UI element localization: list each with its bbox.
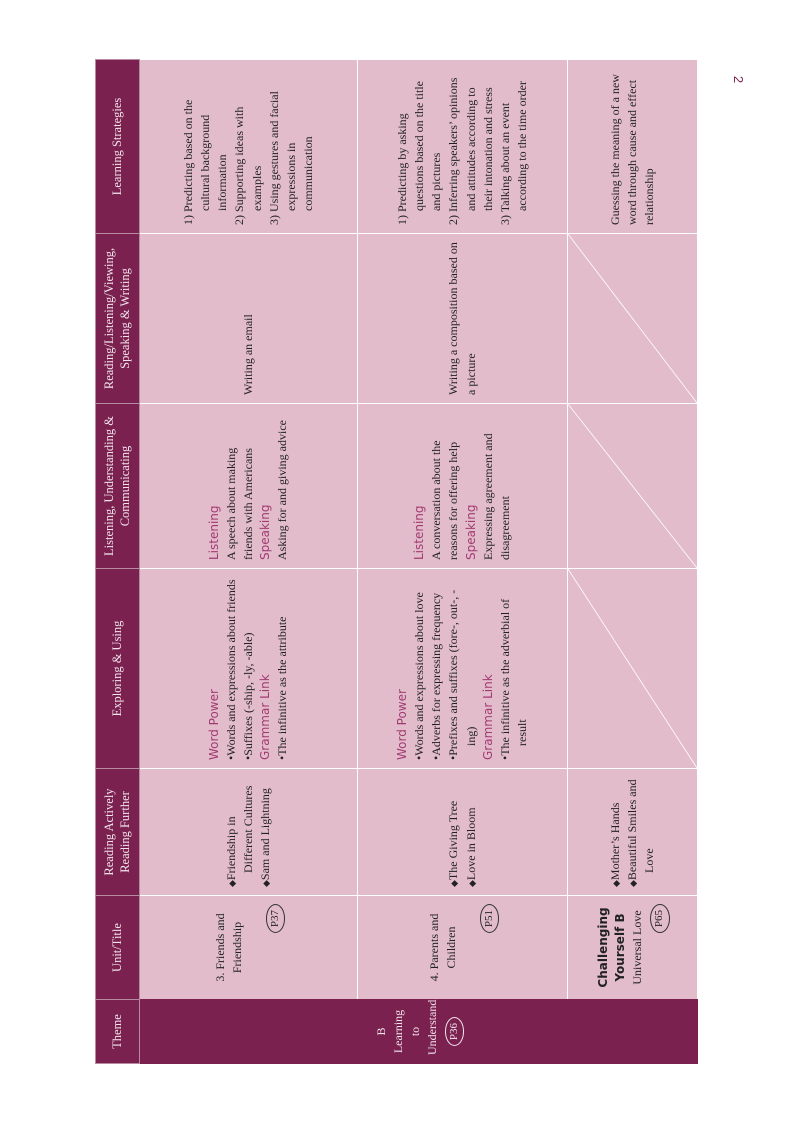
header-unit: Unit/Title — [96, 896, 140, 1000]
unit-cell: Challenging Yourself B Universal Love P65 — [568, 896, 698, 1000]
empty-cell-exploring — [568, 569, 698, 769]
list-item: 2) Inferring speakers’ opinions and attitudes according to their intonation and stress — [446, 77, 495, 225]
exploring-cell — [358, 569, 568, 769]
list-item: 2) Supporting ideas with examples — [232, 106, 264, 225]
diagonal-line — [568, 234, 697, 403]
header-exploring: Exploring & Using — [96, 569, 140, 769]
reading-cell — [358, 769, 568, 896]
grammar-link-label: Grammar Link — [258, 674, 273, 760]
unit-page-badge: P37 — [266, 904, 286, 933]
list-item: • Prefixes and suffixes (fore-, out-, -ing) — [445, 577, 479, 760]
listening-cell: Listening A speech about making friends with Americans Speaking Asking for and giving advice — [140, 404, 358, 569]
diagonal-line — [568, 404, 697, 568]
strategies-cell — [568, 60, 698, 234]
table-row — [358, 60, 568, 1064]
header-row — [96, 60, 140, 1064]
exploring-cell — [140, 569, 358, 769]
listening-label: Listening — [412, 505, 427, 560]
list-item: • Suffixes (-ship, -ly, -able) — [240, 577, 257, 760]
table-row — [140, 60, 358, 1064]
header-theme: Theme — [96, 1000, 140, 1064]
listening-cell: Listening A conversation about the reasons for offering help Speaking Expressing agreement and disagreement — [358, 404, 568, 569]
speaking-label: Speaking — [463, 504, 478, 560]
theme-page-badge: P36 — [445, 1017, 465, 1046]
list-item: ◆ Friendship in Different Cultures — [223, 777, 257, 887]
list-item: • The infinitive as the attribute — [274, 577, 291, 760]
list-item: ◆ Love in Bloom — [463, 777, 480, 887]
list-item: 1) Predicting based on the cultural background information — [181, 99, 230, 225]
reading-cell — [140, 769, 358, 896]
speaking-label: Speaking — [258, 504, 273, 560]
unit-cell: 3. Friends and Friendship P37 — [140, 896, 358, 1000]
list-item: 3) Using gestures and facial expressions in communication — [266, 91, 315, 225]
header-rlvsw: Reading/Listening/Viewing, Speaking & Writing — [96, 234, 140, 404]
list-item: ◆ Mother’s Hands — [607, 777, 624, 887]
listening-label: Listening — [206, 505, 221, 560]
page-number: 2 — [731, 75, 747, 84]
list-item: • Adverbs for expressing frequency — [428, 577, 445, 760]
empty-cell-rlvsw — [568, 234, 698, 404]
list-item: Guessing the meaning of a new word through cause and effect relationship — [607, 74, 657, 225]
list-item: ◆ Sam and Lightning — [257, 777, 274, 887]
grammar-link-label: Grammar Link — [480, 674, 495, 760]
unit-page-badge: P65 — [650, 904, 670, 933]
rlvsw-cell: Writing an email — [140, 234, 358, 404]
list-item: 1) Predicting by asking questions based on the title and pictures — [395, 81, 444, 225]
word-power-label: Word Power — [395, 689, 410, 760]
diagonal-line — [568, 569, 697, 768]
list-item: • Words and expressions about love — [411, 577, 428, 760]
reading-cell — [568, 769, 698, 896]
curriculum-table-rotated — [95, 60, 697, 1064]
curriculum-table — [95, 59, 698, 1064]
unit-cell: 4. Parents and Children P51 — [358, 896, 568, 1000]
list-item: ◆ Beautiful Smiles and Love — [624, 777, 658, 887]
rlvsw-cell: Writing a composition based on a picture — [358, 234, 568, 404]
list-item: 3) Talking about an event according to the time order — [497, 81, 529, 225]
word-power-label: Word Power — [206, 689, 221, 760]
strategies-cell — [140, 60, 358, 234]
list-item: • The infinitive as the adverbial of result — [497, 577, 531, 760]
list-item: • Words and expressions about friends — [223, 577, 240, 760]
unit-page-badge: P51 — [480, 904, 500, 933]
header-listening: Listening, Understanding & Communicating — [96, 404, 140, 569]
empty-cell-listening — [568, 404, 698, 569]
table-row — [568, 60, 698, 1064]
header-strategies: Learning Strategies — [96, 60, 140, 234]
header-reading: Reading Actively Reading Further — [96, 769, 140, 896]
list-item: ◆ The Giving Tree — [445, 777, 462, 887]
theme-cell: B Learning to Understand P36 — [140, 1000, 698, 1064]
strategies-cell — [358, 60, 568, 234]
